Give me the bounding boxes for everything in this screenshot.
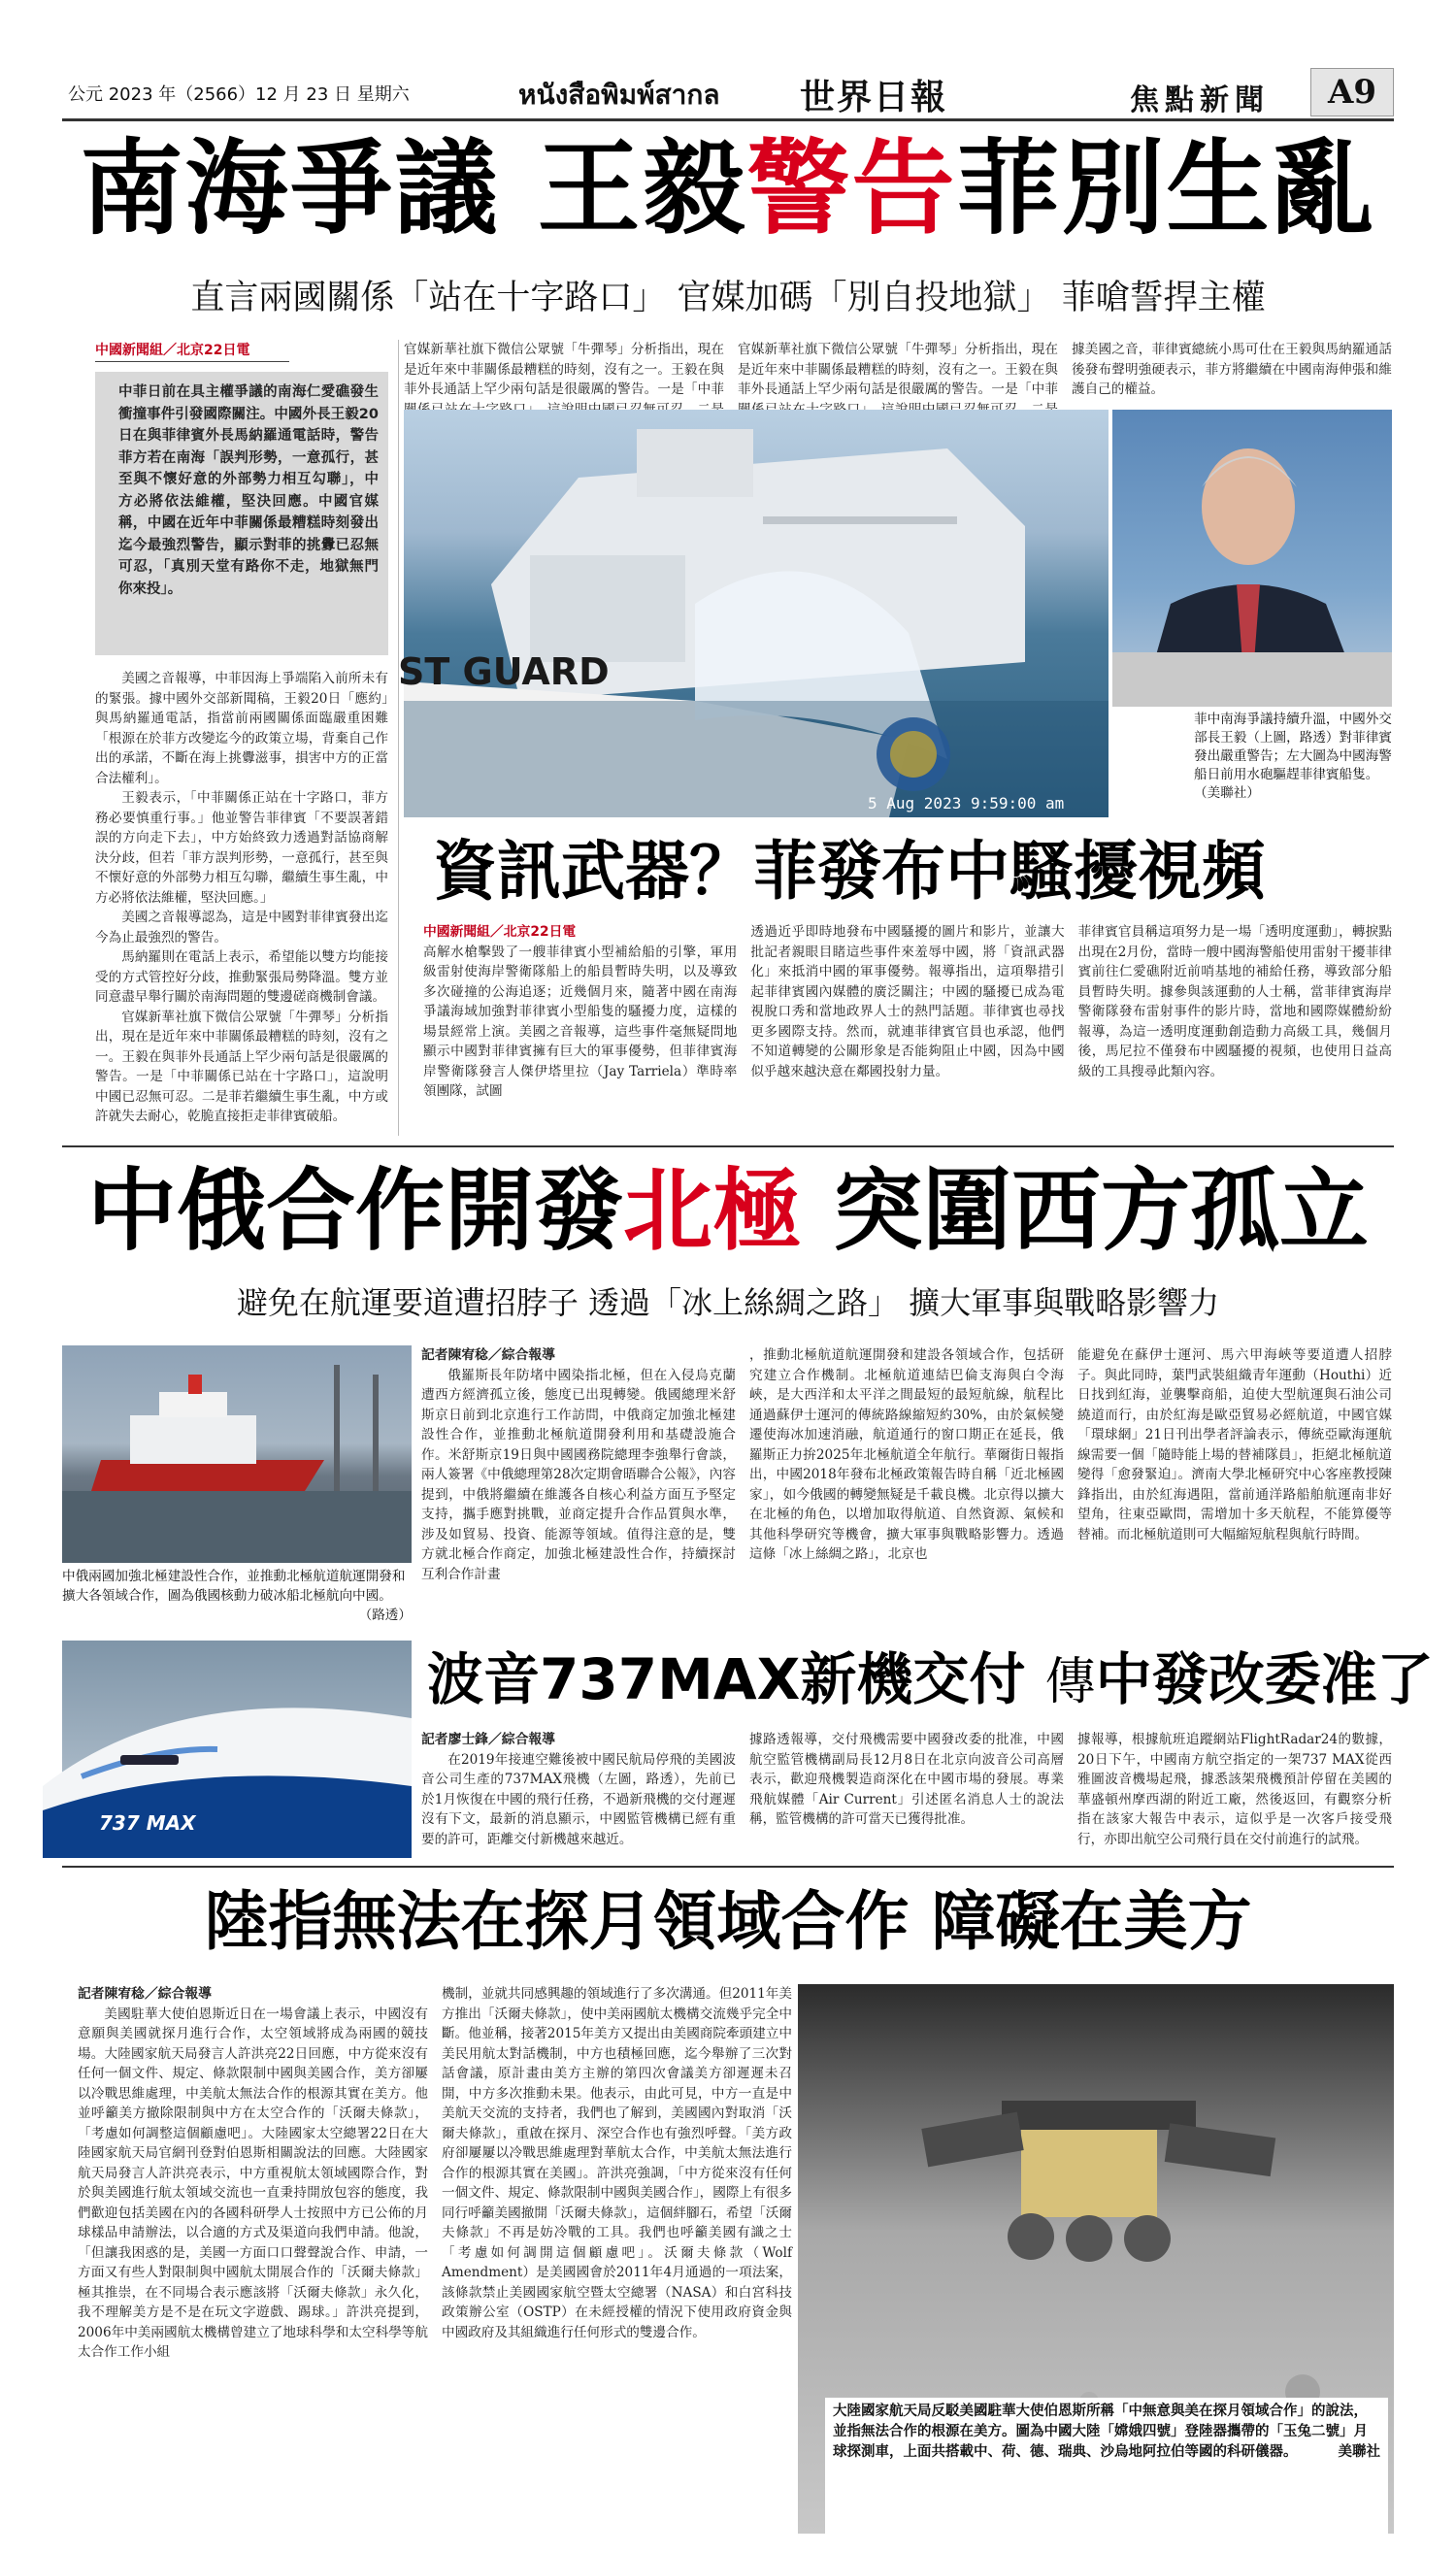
story4-headline-a: 波音737MAX新機交付 [427, 1646, 1045, 1712]
story3-col3 [1077, 1345, 1392, 1633]
section-rule-2 [62, 1866, 1394, 1868]
story1-headline-a: 南海爭議 王毅 [80, 129, 747, 249]
story3-headline-red: 北極 [622, 1159, 802, 1263]
story1-body-col1 [95, 669, 388, 1125]
story2-headline: 資訊武器？菲發布中騷擾視頻 [433, 834, 1266, 909]
story1-body5: 官媒新華社旗下微信公眾號「牛彈琴」分析指出，現在是近年來中菲關係最糟糕的時刻，沒有之一。王毅在與菲外長通話上罕少兩句話是很嚴厲的警告。一是「中菲 [404, 342, 724, 397]
icebreaker-photo [62, 1345, 412, 1563]
story2-dateline: 中國新聞組／北京22日電 [423, 924, 577, 940]
story4-headline-mark: 傳 [1044, 1653, 1096, 1711]
story1-body1: 美國之音報導，中菲因海上爭端陷入前所未有的緊張。據中國外交部新聞稿，王毅20日「應約」與馬納羅通電話，指當前兩國關係面臨嚴重困難「根源在於菲方改變迄今的政策立場，背棄自己作出的承諾，不斷在海上挑釁滋事，損害中方的正當合法權利」。 [95, 671, 388, 786]
story1-top-columns [404, 340, 1392, 404]
story1-top-col2 [738, 340, 1058, 404]
story3-headline-a: 中俄合作開發 [86, 1159, 623, 1263]
story1-body5-start: 官媒新華社旗下微信公眾號「牛彈琴」分析指出，現在是近年來中菲關係最糟糕的時刻，沒有之一。王毅在與菲外長通話上罕少兩句話是很嚴厲的警告。一是「中菲關係已站在十字路口」，這說明中國已忍無可忍。二是菲若繼續生事生亂，中方或許就失去耐心，乾脆直接拒走菲律賓破船。 [95, 1009, 388, 1124]
boeing-737-photo [62, 1641, 412, 1858]
aircraft-livery-text: 737 MAX [99, 1811, 196, 1835]
story1-top-col1 [404, 340, 724, 404]
section-name: 焦點新聞 [1130, 83, 1270, 117]
story5-col2 [442, 1984, 792, 2537]
page-number: A9 [1310, 68, 1394, 116]
story3-text1: 俄羅斯長年防堵中國染指北極，但在入侵烏克蘭遭西方經濟孤立後，態度已出現轉變。俄國總理米舒斯京日前到北京進行工作訪問，中俄商定加強北極建設性合作，並推動北極航道開發利用和基礎設施合作。米舒斯京19日與中國國務院總理李強舉行會談，兩人簽署《中俄總理第28次定期會晤聯合公報》，內容提到，中俄將繼續在維護各自核心利益方面互予堅定支持，攜手應對挑戰，並商定提升合作品質與水準，涉及如貿易、投資、能源等領域。值得注意的是，雙方就北極合作商定，加強北極建設性合作，持續探討互利合作計畫 [421, 1367, 736, 1582]
story3-byline: 記者陳宥稔／綜合報導 [421, 1347, 555, 1363]
photo-timestamp: 5 Aug 2023 9:59:00 am [868, 794, 1065, 812]
story3-col1 [421, 1345, 736, 1633]
story1-lead: 中菲日前在具主權爭議的南海仁愛礁發生衝撞事件引發國際關注。中國外長王毅20日在與菲律賓外長馬納羅通電話時，警告菲方若在南海「誤判形勢，一意孤行，甚至與不懷好意的外部勢力相互勾聯」，中方必將依法維權，堅決回應。中國官媒稱，中國在近年中菲關係最糟糕時刻發出迄今最強烈警告，顯示對菲的挑釁已忍無可忍，「真別天堂有路你不走，地獄無門你來投」。 [95, 372, 388, 655]
story3-col2 [749, 1345, 1064, 1633]
story2-text1: 高解水槍擊毀了一艘菲律賓小型補給船的引擎，軍用級雷射使海岸警衛隊船上的船員暫時失明，以及導致多次碰撞的公海追逐；近幾個月來，隨著中國在南海爭議海域加強對菲律賓小型船隻的騷擾力度，這樣的場景經常上演。美國之音報導，這些事件毫無疑問地顯示中國對菲律賓擁有巨大的軍事優勢，但菲律賓海岸警衛隊發言人傑伊塔里拉（Jay Tarriela）準時率領團隊，試圖 [423, 944, 738, 1099]
story1-body3: 美國之音報導認為，這是中國對菲律賓發出迄今為止最強烈的警告。 [95, 910, 388, 945]
section-rule-1 [62, 1145, 1394, 1147]
story2-columns [423, 922, 1392, 1138]
story1-headline [62, 126, 1394, 252]
story3-columns [421, 1345, 1392, 1633]
issue-date: 公元 2023 年（2566）12 月 23 日 星期六 [68, 84, 410, 105]
story3-caption-credit: （路透） [358, 1608, 412, 1623]
story2-col3 [1078, 922, 1392, 1138]
story5-photo-caption [825, 2398, 1388, 2534]
story1-dateline: 中國新聞組／北京22日電 [95, 340, 289, 362]
story3-subhead: 避免在航運要道遭招脖子 透過「冰上絲綢之路」 擴大軍事與戰略影響力 [236, 1284, 1220, 1321]
story5-caption-credit: 美聯社 [1338, 2444, 1380, 2460]
story4-byline: 記者廖士鋒／綜合報導 [421, 1732, 555, 1747]
story4-headline [421, 1639, 1434, 1723]
story4-text3: 據報導，根據航班追蹤網站FlightRadar24的數據，20日下午，中國南方航空指定的一架737 MAX從西雅圖波音機場起飛，據悉該架飛機預計停留在美國的華盛頓州摩西湖的附近工廠，然後返回，有觀察分析指在該家大報告中表示，這似乎是一次客戶接受飛行，亦即出航空公司飛行員在交付前進行的試飛。 [1077, 1732, 1392, 1847]
story3-text3: 能避免在蘇伊士運河、馬六甲海峽等要道遭人招脖子。與此同時，葉門武裝組織青年運動（Houthi）近日找到紅海，並襲擊商船，迫使大型航運與石油公司繞道而行，由於紅海是歐亞貿易必經航道，中國官媒「環球網」21日刊出學者評論表示，傳統亞歐海運航線需要一個「隨時能上場的替補隊員」，拒絕北極航道變得「愈發緊迫」。濟南大學北極研究中心客座教授陳鋒指出，由於紅海遇阻，當前通洋路船舶航運南非好望角，往東亞歐問，需增加十多天航程，不能算優等替補。而北極航道則可大幅縮短航程與航行時間。 [1077, 1347, 1392, 1542]
story2-text2: 透過近乎即時地發布中國騷擾的圖片和影片，並讓大批記者親眼目睹這些事件來羞辱中國，將「資訊武器化」來抵消中國的軍事優勢。報導指出，這項舉措引起菲律賓國內媒體的廣泛關注；中國的騷擾已成為電視脫口秀和當地政界人士的熱門話題。菲律賓也尋找更多國際支持。然而，就連菲律賓官員也承認，他們不知道轉變的公關形象是否能夠阻止中國，因為中國似乎越來越決意在鄰國投射力量。 [750, 924, 1065, 1079]
story1-photo-caption: 菲中南海爭議持續升溫，中國外交部長王毅（上圖，路透）對菲律賓發出嚴重警告；左大圖為中國海警船日前用水砲驅趕菲律賓船隻。 （美聯社） [1194, 711, 1394, 815]
story4-text1: 在2019年接連空難後被中國民航局停飛的美國波音公司生產的737MAX飛機（左圖，路透），先前已於1月恢復在中國的飛行任務，不過新飛機的交付遲遲沒有下文，最新的消息顯示，中國監管機構已經有重要的許可，距離交付新機越來越近。 [421, 1751, 736, 1847]
story1-top-col3 [1072, 340, 1392, 404]
story3-headline-b: 突圍西方孤立 [802, 1159, 1370, 1263]
story1-coast-guard-photo [398, 410, 1109, 817]
story3-photo-caption [62, 1567, 412, 1635]
story4-headline-b: 中發改委准了 [1095, 1646, 1434, 1712]
story1-left-column [95, 340, 388, 1138]
photo-ship-lettering: ST GUARD [398, 650, 610, 693]
story3-caption-text: 中俄兩國加強北極建設性合作，並推動北極航道航運開發和擴大各領域合作，圖為俄國核動力破冰船北極航向中國。 [62, 1569, 406, 1604]
masthead-rule [62, 118, 1394, 121]
story1-subhead: 直言兩國關係「站在十字路口」 官媒加碼「別自投地獄」 菲嗆誓捍主權 [190, 279, 1266, 317]
story5-byline: 記者陳宥稔／綜合報導 [78, 1986, 212, 2002]
col-divider [398, 340, 399, 1136]
story4-col1 [421, 1730, 736, 1860]
story5-text2: 機制，並就共同感興趣的領域進行了多次溝通。但2011年美方推出「沃爾夫條款」，使中美兩國航太機構交流幾乎完全中斷。他並稱，接著2015年美方又提出由美國商院牽頭建立中美民用航太對話機制，中方也積極回應，迄今舉辦了三次對話會議，原計畫由美方主辦的第四次會議美方卻遲遲未召開，中方多次推動未果。他表示，由此可見，中方一直是中美航天交流的支持者，我們也了解到，美國國內對取消「沃爾夫條款」，重啟在探月、深空合作也有強烈呼聲。「美方政府卻屢屢以冷戰思維處理對華航太合作，中美航太無法進行合作的根源其實在美國」。許洪亮強調，「中方從來沒有任何一個文件、規定、條款限制中國與美國合作」，國際上有很多同行呼籲美國撤開「沃爾夫條款」，這個絆腳石，希望「沃爾夫條款」不再是妨冷戰的工具。我們也呼籲美國有識之士「考慮如何調開這個顧慮吧」。沃爾夫條款（Wolf Amendment）是美國國會於2011年4月通過的一項法案，該條款禁止美國國家航空暨太空總署（NASA）和白宮科技政策辦公室（OSTP）在未經授權的情況下使用政府資金與中國政府及其組織進行任何形式的雙邊合作。 [442, 1986, 792, 2340]
icebreaker-illustration [62, 1345, 412, 1563]
story2-col2 [750, 922, 1064, 1138]
story2-col1 [423, 922, 737, 1138]
story3-text2: ，推動北極航道航運開發和建設各領域合作，包括研究建立合作機制。北極航道連結巴倫支海與白令海峽，是大西洋和太平洋之間最短的最短航線，航程比通過蘇伊士運河的傳統路線縮短約30%，由於氣候變遷使海冰加速消融，航道通行的窗口期正在延長，俄羅斯正力拚2025年北極航道全年航行。華爾街日報指出，中國2018年發布北極政策報告時自稱「近北極國家」，如今俄國的轉變無疑是千載良機。北京得以擴大在北極的角色，以增加取得航道、自然資源、氣候和其他科學研究等機會，擴大軍事與戰略影響力。透過這條「冰上絲綢之路」，北京也 [749, 1347, 1064, 1562]
story1-body4: 馬納羅則在電話上表示，希望能以雙方均能接受的方式管控好分歧，推動緊張局勢降溫。雙方並同意盡早舉行關於南海問題的雙邊磋商機制會議。 [95, 949, 388, 1005]
story5-columns [78, 1984, 792, 2537]
story1-headline-red: 警告 [746, 129, 957, 249]
story1-body6: 據美國之音，菲律賓總統小馬可仕在王毅與馬納羅通話後發布聲明強硬表示，菲方將繼續在中國南海伸張和維護自己的權益。 [1072, 342, 1392, 397]
thai-title: หนังสือพิมพ์สากล [518, 79, 720, 111]
story1-body5b: 官媒新華社旗下微信公眾號「牛彈琴」分析指出，現在是近年來中菲關係最糟糕的時刻，沒有之一。王毅在與菲外長通話上罕少兩句話是很嚴厲的警告。一是「中菲 [738, 342, 1058, 397]
coast-guard-ship-illustration [404, 410, 1109, 817]
story4-col3 [1077, 1730, 1392, 1860]
story4-col2 [749, 1730, 1064, 1860]
story5-headline: 陸指無法在探月領域合作 障礙在美方 [204, 1884, 1252, 1959]
paper-name: 世界日報 [800, 77, 948, 117]
wang-yi-photo [1112, 410, 1392, 707]
story5-text1: 美國駐華大使伯恩斯近日在一場會議上表示，中國沒有意願與美國就探月進行合作，太空領域將成為兩國的競技場。大陸國家航天局發言人許洪亮22日回應，中方從來沒有任何一個文件、規定、條款限制中國與美國合作，美方卻屢以冷戰思維處理，中美航太無法合作的根源其實在美方。他並呼籲美方撤除限制與中方在太空合作的「沃爾夫條款」，「考慮如何調整這個顧慮吧」。大陸國家太空總署22日在大陸國家航天局官網刊登對伯恩斯相關說法的回應。大陸國家航天局發言人許洪亮表示，中方重視航太領域國際合作，對於與美國進行航太領域交流也一直秉持開放包容的態度，我們歡迎包括美國在內的各國科研學人士按照中方已公佈的月球樣品申請辦法，以合適的方式及渠道向我們申請。他說，「但讓我困惑的是，美國一方面口口聲聲說合作、申請，一方面又有些人對限制與中國航太開展合作的「沃爾夫條款」極其推崇，在不同場合表示應該將「沃爾夫條款」永久化，我不理解美方是不是在玩文字遊戲、踢球。」許洪亮提到，2006年中美兩國航太機構曾建立了地球科學和太空科學等航太合作工作小組 [78, 2006, 428, 2360]
story4-text2: 據路透報導，交付飛機需要中國發改委的批准，中國航空監管機構副局長12月8日在北京向波音公司高層表示，歡迎飛機製造商深化在中國市場的發展。專業飛航媒體「Air Current」引述匿名消息人士的說法稱，監管機構的許可當天已獲得批准。 [749, 1732, 1064, 1827]
masthead [62, 68, 1394, 116]
wang-yi-portrait-illustration [1112, 410, 1392, 707]
story5-caption-text: 大陸國家航天局反駁美國駐華大使伯恩斯所稱「中無意與美在探月領域合作」的說法，並指無法合作的根源在美方。圖為中國大陸「嫦娥四號」登陸器攜帶的「玉兔二號」月球探測車，上面共搭載中、荷、德、瑞典、沙烏地阿拉伯等國的科研儀器。 [833, 2404, 1368, 2460]
story1-headline-b: 菲別生亂 [956, 129, 1376, 249]
story1-body2: 王毅表示，「中菲關係正站在十字路口，菲方務必要慎重行事。」他並警告菲律賓「不要誤著錯誤的方向走下去」，中方始終致力透過對話協商解決分歧，但若「菲方誤判形勢，一意孤行，甚至與不懷好意的外部勢力相互勾聯，繼續生事生亂，中方必將依法維權，堅決回應。」 [95, 790, 388, 906]
story3-headline [62, 1153, 1394, 1270]
story5-col1 [78, 1984, 428, 2537]
story4-columns [421, 1730, 1392, 1860]
story2-text3: 菲律賓官員稱這項努力是一場「透明度運動」，轉捩點出現在2月份，當時一艘中國海警船使用雷射干擾菲律賓前往仁愛礁附近前哨基地的補給任務，導致部分船員暫時失明。據參與該運動的人士稱，當菲律賓海岸警衛隊發布雷射事件的影片時，當地和國際媒體紛紛報導，為這一透明度運動創造動力高級工具，幾個月後，馬尼拉不僅發布中國騷擾的視頻，也使用日益高級的工具搜尋此類內容。 [1077, 924, 1392, 1079]
